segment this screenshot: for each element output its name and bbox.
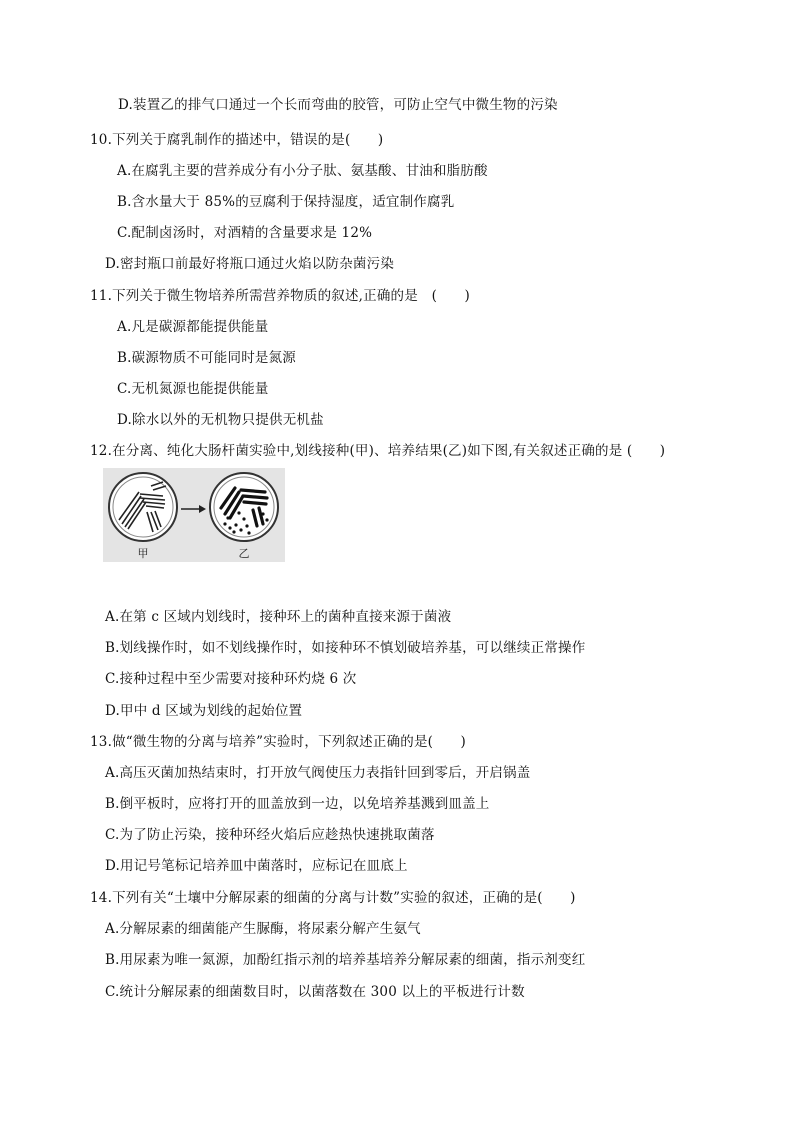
q11-option-a: A.凡是碳源都能提供能量	[117, 319, 269, 335]
q9-option-d: D.装置乙的排气口通过一个长而弯曲的胶管，可防止空气中微生物的污染	[118, 97, 558, 113]
q13-option-d: D.用记号笔标记培养皿中菌落时，应标记在皿底上	[105, 858, 408, 874]
q12-option-b: B.划线操作时，如不划线操作时，如接种环不慎划破培养基，可以继续正常操作	[105, 640, 586, 656]
q14-option-c: C.统计分解尿素的细菌数目时，以菌落数在 300 以上的平板进行计数	[105, 984, 525, 1000]
q10-option-d: D.密封瓶口前最好将瓶口通过火焰以防杂菌污染	[105, 256, 395, 272]
q11-option-c: C.无机氮源也能提供能量	[117, 381, 269, 397]
figure-label-yi: 乙	[238, 547, 250, 560]
streak-plate-figure	[103, 468, 285, 562]
question-11-stem: 11.下列关于微生物培养所需营养物质的叙述,正确的是 ( )	[90, 288, 470, 304]
question-14-stem: 14.下列有关“土壤中分解尿素的细菌的分离与计数”实验的叙述，正确的是( )	[90, 890, 576, 906]
q11-option-d: D.除水以外的无机物只提供无机盐	[117, 412, 324, 428]
q13-option-b: B.倒平板时，应将打开的皿盖放到一边，以免培养基溅到皿盖上	[105, 796, 490, 812]
q14-option-b: B.用尿素为唯一氮源，加酚红指示剂的培养基培养分解尿素的细菌，指示剂变红	[105, 952, 586, 968]
q12-option-a: A.在第 c 区域内划线时，接种环上的菌种直接来源于菌液	[105, 609, 452, 625]
streak-plate-diagram	[103, 468, 285, 562]
q13-option-c: C.为了防止污染，接种环经火焰后应趁热快速挑取菌落	[105, 827, 435, 843]
q10-option-a: A.在腐乳主要的营养成分有小分子肽、氨基酸、甘油和脂肪酸	[117, 163, 488, 179]
q11-option-b: B.碳源物质不可能同时是氮源	[117, 350, 297, 366]
q12-option-d: D.甲中 d 区域为划线的起始位置	[105, 703, 303, 719]
figure-label-jia: 甲	[137, 547, 149, 560]
q10-option-c: C.配制卤汤时，对酒精的含量要求是 12%	[117, 225, 373, 241]
q12-option-c: C.接种过程中至少需要对接种环灼烧 6 次	[105, 671, 357, 687]
q13-option-a: A.高压灭菌加热结束时，打开放气阀使压力表指针回到零后，开启锅盖	[105, 765, 531, 781]
q14-option-a: A.分解尿素的细菌能产生脲酶，将尿素分解产生氨气	[105, 921, 421, 937]
q10-option-b: B.含水量大于 85%的豆腐利于保持湿度，适宜制作腐乳	[117, 194, 455, 210]
question-13-stem: 13.做“微生物的分离与培养”实验时，下列叙述正确的是( )	[90, 734, 467, 750]
question-10-stem: 10.下列关于腐乳制作的描述中，错误的是( )	[90, 132, 384, 148]
question-12-stem: 12.在分离、纯化大肠杆菌实验中,划线接种(甲)、培养结果(乙)如下图,有关叙述正确的是 ( )	[90, 443, 666, 459]
